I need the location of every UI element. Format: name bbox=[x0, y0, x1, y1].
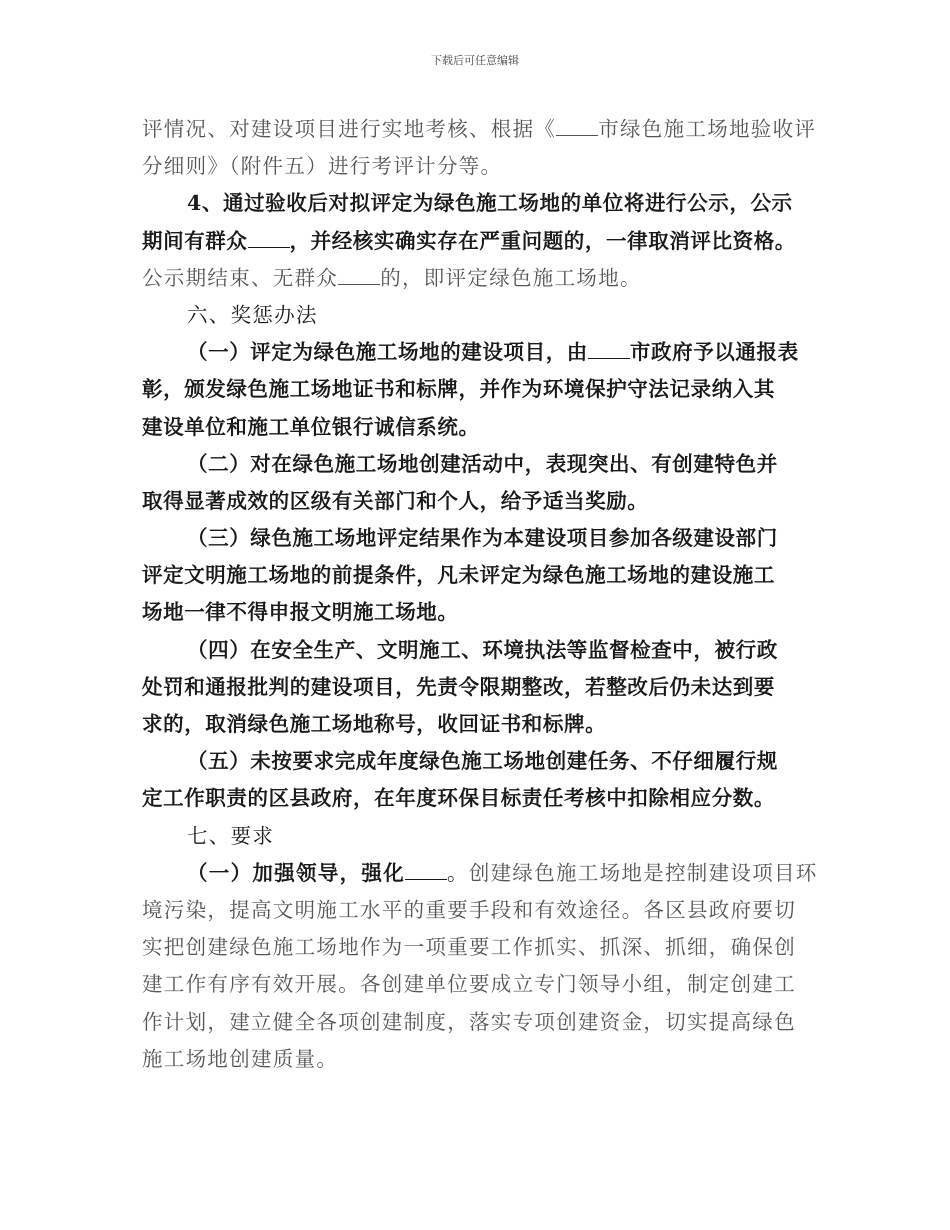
section-heading bbox=[142, 297, 810, 334]
text-segment: 建工作有序有效开展。各创建单位要成立专门领导小组，制定创建工 bbox=[142, 972, 796, 997]
paragraph-line bbox=[142, 929, 810, 966]
text-segment: 评情况、对建设项目进行实地考核、根据《 bbox=[142, 117, 557, 141]
paragraph-line bbox=[142, 557, 810, 594]
text-segment: 六、奖惩办法 bbox=[187, 302, 318, 327]
paragraph-line bbox=[142, 892, 810, 929]
paragraph-line bbox=[142, 446, 810, 483]
text-segment: （五）未按要求完成年度绿色施工场地创建任务、不仔细履行规 bbox=[187, 749, 778, 774]
text-segment: （四）在安全生产、文明施工、环境执法等监督检查中，被行政 bbox=[187, 637, 778, 662]
paragraph-line bbox=[142, 148, 810, 185]
text-segment: 创建绿色施工场地是控制建设项目环 bbox=[468, 860, 818, 885]
text-segment: 彰，颁发绿色施工场地证书和标牌，并作为环境保护守法记录纳入其 bbox=[142, 377, 775, 402]
paragraph-line bbox=[142, 669, 810, 706]
paragraph-line bbox=[142, 780, 810, 817]
text-segment: 分细则》（附件五）进行考评计分等。 bbox=[142, 154, 503, 179]
text-segment: 施工场地创建质量。 bbox=[142, 1046, 339, 1071]
text-segment: 4、通过验收后对拟评定为绿色施工场地的单位将进行公示，公示 bbox=[187, 191, 793, 216]
paragraph-line bbox=[142, 111, 817, 148]
text-segment: 场地一律不得申报文明施工场地。 bbox=[142, 600, 459, 625]
text-segment: ，并经核实确实存在严重问题的，一律取消评比资格。 bbox=[289, 228, 796, 253]
blank-underline bbox=[405, 879, 447, 880]
paragraph-line bbox=[142, 855, 818, 892]
text-segment: 市绿色施工场地验收评 bbox=[598, 117, 817, 141]
paragraph-line bbox=[142, 520, 810, 557]
text-segment: （一）评定为绿色施工场地的建设项目，由 bbox=[187, 340, 588, 365]
text-segment: 。 bbox=[447, 860, 469, 885]
paragraph-line bbox=[142, 334, 810, 371]
text-segment: （一）加强领导，强化 bbox=[187, 860, 405, 885]
text-segment: 定工作职责的区县政府，在年度环保目标责任考核中扣除相应分数。 bbox=[142, 786, 775, 811]
paragraph-line bbox=[142, 706, 810, 743]
paragraph-line bbox=[142, 223, 810, 260]
paragraph-line bbox=[142, 185, 810, 222]
text-segment: 市政府予以通报表 bbox=[629, 340, 799, 365]
paragraph-line bbox=[142, 743, 810, 780]
section-heading bbox=[142, 818, 810, 855]
paragraph-line bbox=[142, 966, 810, 1003]
paragraph-line bbox=[142, 1041, 810, 1078]
blank-underline bbox=[588, 358, 630, 359]
text-segment: 七、要求 bbox=[187, 823, 275, 848]
paragraph-line bbox=[142, 371, 810, 408]
text-segment: 求的，取消绿色施工场地称号，收回证书和标牌。 bbox=[142, 712, 607, 736]
text-segment: （二）对在绿色施工场地创建活动中，表现突出、有创建特色并 bbox=[187, 451, 778, 476]
text-segment: 的，即评定绿色施工场地。 bbox=[380, 265, 642, 290]
paragraph-line bbox=[142, 1004, 810, 1041]
paragraph-line bbox=[142, 483, 810, 520]
text-segment: 作计划，建立健全各项创建制度，落实专项创建资金，切实提高绿色 bbox=[142, 1009, 796, 1034]
blank-underline bbox=[248, 247, 290, 248]
text-segment: 处罚和通报批判的建设项目，先责令限期整改，若整改后仍未达到要 bbox=[142, 674, 775, 699]
page-header: 下载后可任意编辑 bbox=[431, 54, 519, 67]
text-segment: 实把创建绿色施工场地作为一项重要工作抓实、抓深、抓细，确保创 bbox=[142, 935, 796, 960]
paragraph-line bbox=[142, 409, 810, 446]
text-segment: 建设单位和施工单位银行诚信系统。 bbox=[142, 414, 480, 439]
text-segment: 期间有群众 bbox=[142, 228, 248, 253]
paragraph-line bbox=[142, 594, 810, 631]
paragraph-line bbox=[142, 632, 810, 669]
text-segment: 取得显著成效的区级有关部门和个人，给予适当奖励。 bbox=[142, 488, 649, 513]
text-segment: 公示期结束、无群众 bbox=[142, 265, 339, 290]
paragraph-line bbox=[142, 260, 810, 297]
blank-underline bbox=[556, 135, 598, 136]
text-segment: 境污染，提高文明施工水平的重要手段和有效途径。各区县政府要切 bbox=[142, 897, 796, 922]
blank-underline bbox=[338, 284, 380, 285]
text-segment: 评定文明施工场地的前提条件，凡未评定为绿色施工场地的建设施工 bbox=[142, 563, 775, 588]
document-body bbox=[142, 111, 818, 1078]
text-segment: （三）绿色施工场地评定结果作为本建设项目参加各级建设部门 bbox=[187, 526, 778, 551]
